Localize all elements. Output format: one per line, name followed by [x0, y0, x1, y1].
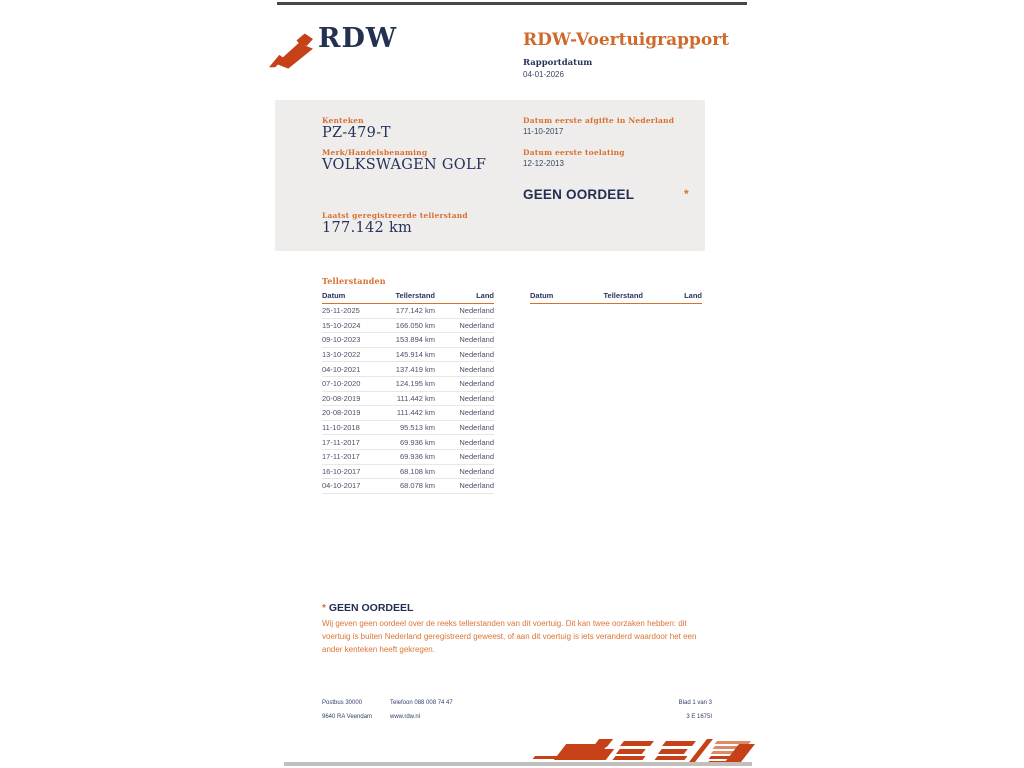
- report-date-value: 04-01-2026: [523, 70, 564, 79]
- footer-address-line1: Postbus 30000: [322, 700, 363, 706]
- toelating-value: 12-12-2013: [523, 159, 564, 168]
- cell-tellerstand: 95.513 km: [386, 420, 435, 435]
- col-header-land: Land: [643, 289, 702, 304]
- cell-land: Nederland: [435, 376, 494, 391]
- cell-land: Nederland: [435, 333, 494, 348]
- cell-tellerstand: 145.914 km: [386, 347, 435, 362]
- table-row: [322, 479, 494, 494]
- cell-datum: 17-11-2017: [322, 449, 386, 464]
- cell-land: Nederland: [435, 304, 494, 319]
- cell-tellerstand: 124.195 km: [386, 376, 435, 391]
- cell-tellerstand: 166.050 km: [386, 318, 435, 333]
- table-row: [322, 391, 494, 406]
- cell-tellerstand: 111.442 km: [386, 391, 435, 406]
- table-row: [322, 435, 494, 450]
- table-row: [322, 362, 494, 377]
- cell-land: Nederland: [435, 318, 494, 333]
- table-row: [322, 420, 494, 435]
- col-header-datum: Datum: [322, 289, 386, 304]
- merk-value: VOLKSWAGEN GOLF: [322, 157, 487, 173]
- cell-datum: 25-11-2025: [322, 304, 386, 319]
- table-row: [322, 464, 494, 479]
- cell-land: Nederland: [435, 391, 494, 406]
- cell-datum: 13-10-2022: [322, 347, 386, 362]
- col-header-land: Land: [435, 289, 494, 304]
- footer-page-number: Blad 1 van 3: [678, 700, 712, 706]
- cell-land: Nederland: [435, 479, 494, 494]
- cell-land: Nederland: [435, 449, 494, 464]
- table-row: [322, 333, 494, 348]
- afgifte-value: 11-10-2017: [523, 127, 564, 136]
- afgifte-label: Datum eerste afgifte in Nederland: [523, 116, 675, 125]
- cell-tellerstand: 69.936 km: [386, 449, 435, 464]
- table-header-row: [530, 289, 702, 304]
- cell-tellerstand: 68.108 km: [386, 464, 435, 479]
- kenteken-label: Kenteken: [322, 116, 364, 125]
- cell-land: Nederland: [435, 362, 494, 377]
- tellerstand-label: Laatst geregistreerde tellerstand: [322, 211, 468, 220]
- col-header-tellerstand: Tellerstand: [386, 289, 435, 304]
- toelating-label: Datum eerste toelating: [523, 148, 625, 157]
- cell-datum: 15-10-2024: [322, 318, 386, 333]
- cell-datum: 09-10-2023: [322, 333, 386, 348]
- footnote-asterisk: *: [322, 603, 326, 614]
- cell-tellerstand: 68.078 km: [386, 479, 435, 494]
- cell-land: Nederland: [435, 406, 494, 421]
- cell-tellerstand: 137.419 km: [386, 362, 435, 377]
- tellerstanden-table: [322, 289, 494, 494]
- page-top-rule: [277, 2, 747, 5]
- footnote-title: [322, 602, 413, 614]
- document-title: RDW-Voertuigrapport: [523, 30, 730, 50]
- cell-datum: 20-08-2019: [322, 391, 386, 406]
- cell-datum: 16-10-2017: [322, 464, 386, 479]
- footer-website: www.rdw.nl: [390, 714, 421, 720]
- cell-tellerstand: 69.936 km: [386, 435, 435, 450]
- tellerstand-value: 177.142 km: [322, 220, 413, 236]
- tellerstanden-table-body: [322, 304, 494, 494]
- table-row: [322, 406, 494, 421]
- table-row: [322, 318, 494, 333]
- footer-form-code: 3 E 1675I: [686, 714, 712, 720]
- cell-datum: 04-10-2021: [322, 362, 386, 377]
- rdw-logo-icon: [269, 31, 313, 69]
- oordeel-status: GEEN OORDEEL: [523, 187, 635, 202]
- cell-tellerstand: 111.442 km: [386, 406, 435, 421]
- oordeel-asterisk: *: [684, 187, 689, 201]
- col-header-tellerstand: Tellerstand: [594, 289, 643, 304]
- cell-land: Nederland: [435, 435, 494, 450]
- page-bottom-edge: [284, 762, 752, 766]
- tellerstanden-title: Tellerstanden: [322, 276, 386, 286]
- kenteken-value: PZ-479-T: [322, 125, 391, 141]
- cell-tellerstand: 153.894 km: [386, 333, 435, 348]
- cell-land: Nederland: [435, 464, 494, 479]
- table-row: [322, 347, 494, 362]
- merk-label: Merk/Handelsbenaming: [322, 148, 428, 157]
- cell-land: Nederland: [435, 347, 494, 362]
- footnote-text: Wij geven geen oordeel over de reeks tellerstanden van dit voertuig. Dit kan twee oorzaken hebben: dit voertuig is buiten Nederland geregistreerd geweest, of aan dit voertuig is iets veranderd waardoor het een ander kenteken heeft gekregen.: [322, 619, 697, 654]
- footnote-title-text: GEEN OORDEEL: [328, 602, 414, 614]
- table-row: [322, 304, 494, 319]
- cell-land: Nederland: [435, 420, 494, 435]
- table-row: [322, 449, 494, 464]
- table-row: [322, 376, 494, 391]
- cell-datum: 17-11-2017: [322, 435, 386, 450]
- rdw-wordmark: RDW: [318, 23, 398, 54]
- footer-address-line2: 9640 RA Veendam: [322, 714, 373, 720]
- table-header-row: [322, 289, 494, 304]
- col-header-datum: Datum: [530, 289, 594, 304]
- cell-datum: 04-10-2017: [322, 479, 386, 494]
- cell-tellerstand: 177.142 km: [386, 304, 435, 319]
- footer-phone: Telefoon 088 008 74 47: [390, 700, 453, 706]
- cell-datum: 20-08-2019: [322, 406, 386, 421]
- cell-datum: 11-10-2018: [322, 420, 386, 435]
- report-date-label: Rapportdatum: [523, 58, 593, 68]
- cell-datum: 07-10-2020: [322, 376, 386, 391]
- tellerstanden-table-secondary: [530, 289, 702, 304]
